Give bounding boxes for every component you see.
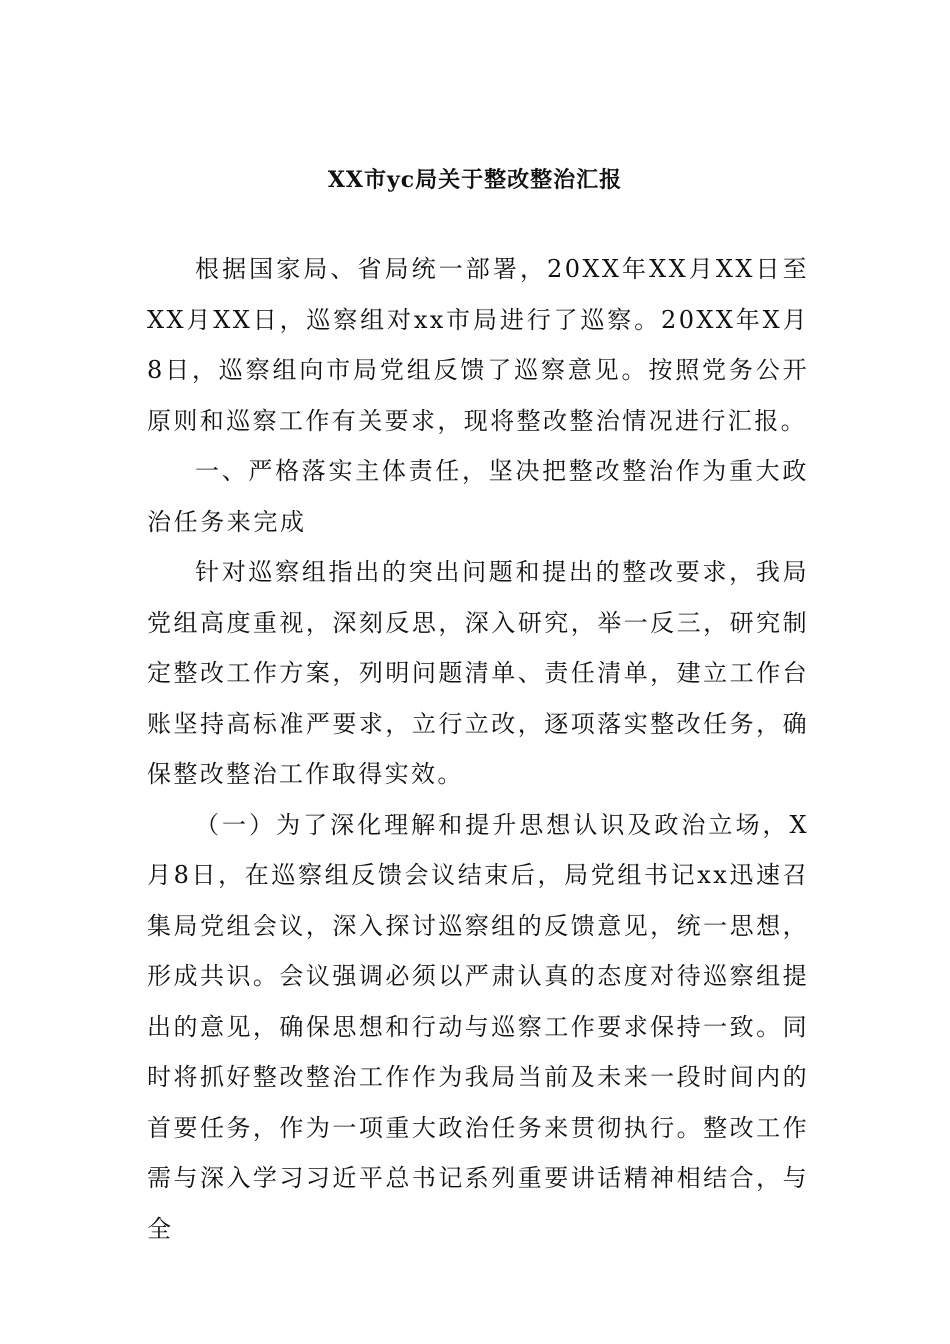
section-heading-1: 一、严格落实主体责任，坚决把整改整治作为重大政治任务来完成 xyxy=(147,457,809,536)
document-body xyxy=(147,244,809,1254)
intro-paragraph: 根据国家局、省局统一部署，20XX年XX月XX日至XX月XX日，巡察组对xx市局进行了巡察。20XX年X月8日，巡察组向市局党组反馈了巡察意见。按照党务公开原则和巡察工作有关要求，现将整改整治情况进行汇报。 xyxy=(147,255,809,435)
subsection-1-paragraph: （一）为了深化理解和提升思想认识及政治立场，X月8日，在巡察组反馈会议结束后，局党组书记xx迅速召集局党组会议，深入探讨巡察组的反馈意见，统一思想，形成共识。会议强调必须以严肃认真的态度对待巡察组提出的意见，确保思想和行动与巡察工作要求保持一致。同时将抓好整改整治工作作为我局当前及未来一段时间内的首要任务，作为一项重大政治任务来贯彻执行。整改工作需与深入学习习近平总书记系列重要讲话精神相结合，与全 xyxy=(147,810,809,1243)
section-1-paragraph: 针对巡察组指出的突出问题和提出的整改要求，我局党组高度重视，深刻反思，深入研究，举一反三，研究制定整改工作方案，列明问题清单、责任清单，建立工作台账坚持高标准严要求，立行立改，逐项落实整改任务，确保整改整治工作取得实效。 xyxy=(147,558,809,788)
document-title: XX市yc局关于整改整治汇报 xyxy=(327,167,623,193)
